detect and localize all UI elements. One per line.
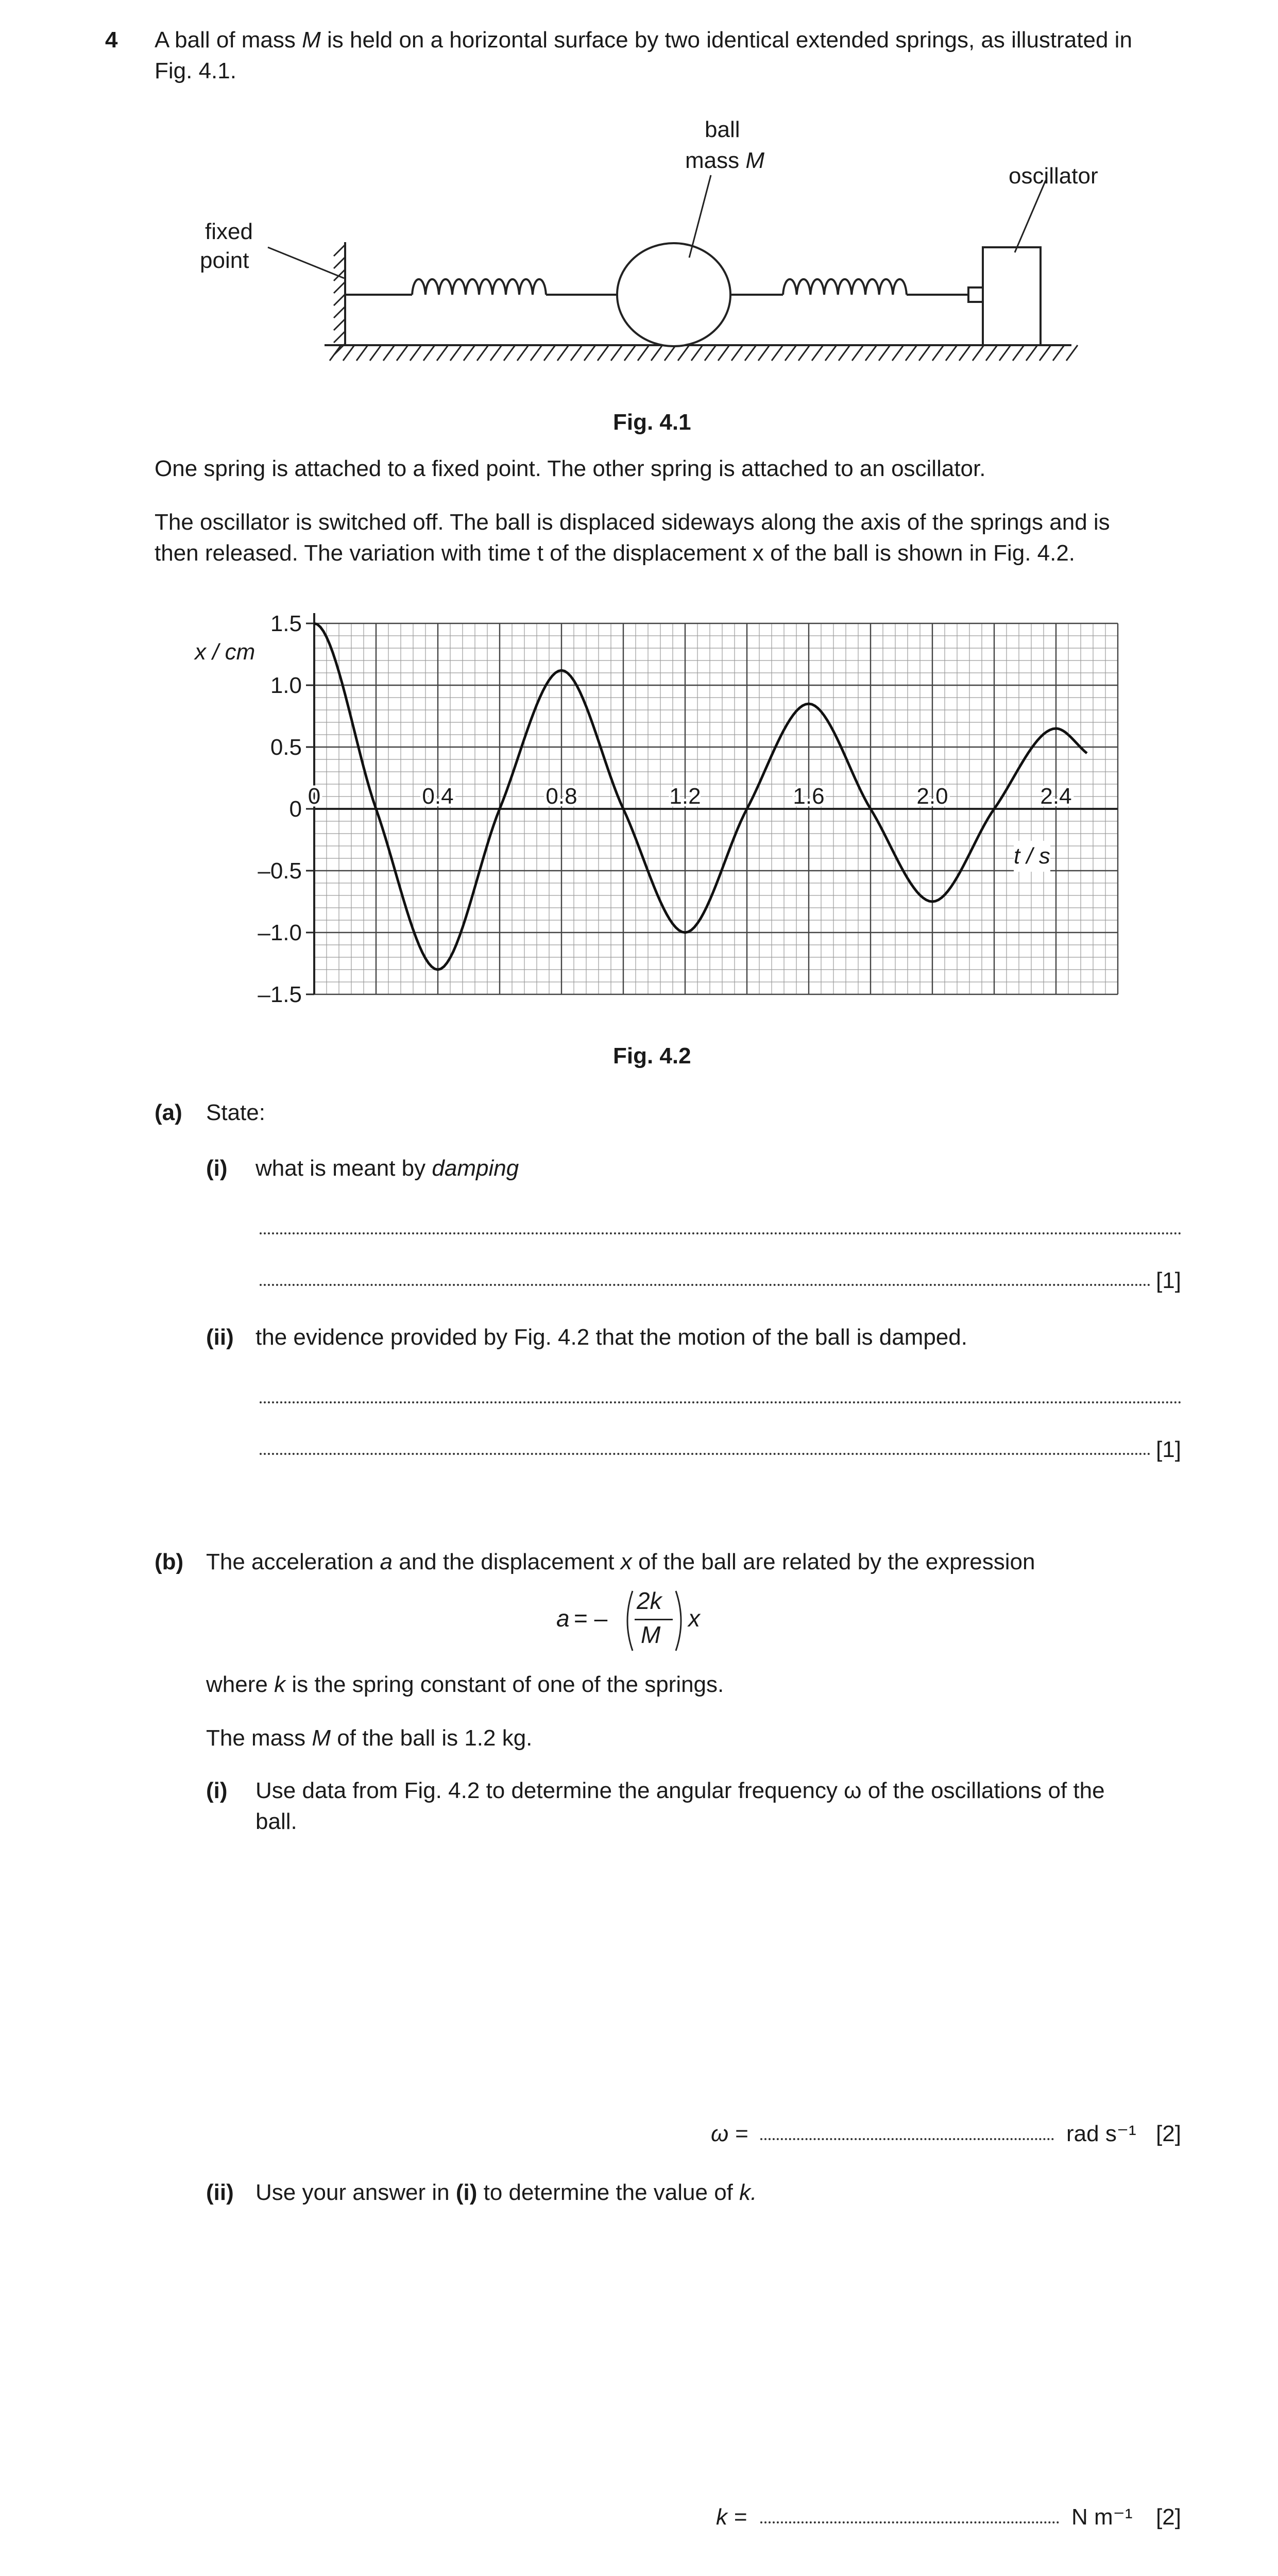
x-tick-label: 1.6 <box>793 784 825 809</box>
ground-hatch-mark <box>839 345 850 361</box>
part-b-ii-c: to determine the value of <box>483 2180 733 2205</box>
y-tick-label: 1.0 <box>270 673 302 698</box>
part-a-prompt: State: <box>206 1100 265 1125</box>
wall-hatching <box>334 245 345 355</box>
x-tick-label: 0.8 <box>546 784 577 809</box>
wall-hatch-mark <box>334 319 345 330</box>
ground-hatch-mark <box>892 345 904 361</box>
paragraph-released-line2: then released. The variation with time t of the displacement x of the ball is shown in Fig. 4.2. <box>155 540 1076 566</box>
fig-4-2-chart <box>196 603 1154 1005</box>
oscillator-box <box>983 247 1041 345</box>
wall-hatch-mark <box>334 331 345 343</box>
ground-hatch-mark <box>490 345 502 361</box>
chart-xlabel: t / s <box>1014 841 1050 872</box>
ground-hatching <box>330 345 1078 361</box>
ground-hatch-mark <box>624 345 636 361</box>
fig-4-1-diagram <box>196 103 1102 392</box>
part-b-var-a: a <box>380 1549 393 1574</box>
omega-unit: rad s⁻¹ <box>1066 2121 1136 2146</box>
ground-hatch-mark <box>705 345 716 361</box>
ground-hatch-mark <box>356 345 368 361</box>
y-tick-label: –1.5 <box>258 982 302 1005</box>
wall-hatch-mark <box>334 282 345 293</box>
ground-hatch-mark <box>678 345 689 361</box>
ground-hatch-mark <box>745 345 756 361</box>
answer-line-a-i-2[interactable] <box>260 1284 1151 1286</box>
mark-a-i: [1] <box>1156 1268 1181 1293</box>
ground-hatch-mark <box>598 345 609 361</box>
ground-hatch-mark <box>1053 345 1064 361</box>
x-tick-label: 0.4 <box>422 784 454 809</box>
eq-numerator: 2k <box>637 1587 662 1614</box>
chart-ylabel: x / cm <box>195 639 255 665</box>
ground-hatch-mark <box>772 345 783 361</box>
part-b-where-a: where <box>206 1672 268 1697</box>
part-b-i-line1: Use data from Fig. 4.2 to determine the angular frequency ω of the oscillations of the <box>255 1778 1105 1803</box>
part-b-where-b: is the spring constant of one of the springs. <box>292 1672 724 1697</box>
wall-hatch-mark <box>334 245 345 256</box>
ground-hatch-mark <box>865 345 877 361</box>
ground-hatch-mark <box>343 345 354 361</box>
part-b-i-line2: ball. <box>255 1809 297 1834</box>
paragraph-springs: One spring is attached to a fixed point. The other spring is attached to an oscillator. <box>155 456 986 481</box>
part-b-where-k: k <box>274 1672 286 1697</box>
eq-equals-minus: = – <box>574 1605 608 1632</box>
ground-hatch-mark <box>1066 345 1078 361</box>
part-b-ii-k: k. <box>739 2180 757 2205</box>
ground-hatch-mark <box>879 345 890 361</box>
label-point: point <box>200 248 249 273</box>
ground-hatch-mark <box>531 345 542 361</box>
ground-hatch-mark <box>691 345 703 361</box>
question-number: 4 <box>105 27 118 53</box>
x-tick-label: 0 <box>308 784 321 809</box>
eq-left-paren <box>622 1589 635 1653</box>
y-tick-label: 1.5 <box>270 611 302 636</box>
right-spring <box>783 279 907 295</box>
part-a-ii-question: the evidence provided by Fig. 4.2 that the motion of the ball is damped. <box>255 1325 967 1350</box>
part-b-ii-question <box>255 2177 757 2208</box>
answer-line-a-i-1[interactable] <box>260 1232 1182 1234</box>
label-fixed: fixed <box>205 219 253 244</box>
part-b-ii-ref: (i) <box>455 2180 478 2205</box>
ground-hatch-mark <box>852 345 863 361</box>
eq-denominator: M <box>641 1621 661 1648</box>
ground-hatch-mark <box>437 345 448 361</box>
part-b-where <box>206 1669 724 1700</box>
ground-hatch-mark <box>370 345 381 361</box>
ground-hatch-mark <box>611 345 622 361</box>
ground-hatch-mark <box>825 345 837 361</box>
part-b-label: (b) <box>155 1549 184 1574</box>
ground-hatch-mark <box>638 345 649 361</box>
fig-4-1-caption: Fig. 4.1 <box>613 410 691 435</box>
answer-line-a-ii-2[interactable] <box>260 1453 1151 1455</box>
ground-hatch-mark <box>973 345 984 361</box>
ground-hatch-mark <box>1013 345 1024 361</box>
eq-fraction-bar <box>635 1619 673 1620</box>
paragraph-released-line1: The oscillator is switched off. The ball is displaced sideways along the axis of the springs and is <box>155 510 1110 535</box>
ground-hatch-mark <box>731 345 743 361</box>
oscillator-connector <box>968 287 983 302</box>
part-b-var-x: x <box>620 1549 632 1574</box>
ground-hatch-mark <box>450 345 462 361</box>
part-b-intro-c: of the ball are related by the expression <box>638 1549 1035 1574</box>
ground-hatch-mark <box>1026 345 1037 361</box>
wall-hatch-mark <box>334 307 345 318</box>
ground-hatch-mark <box>812 345 823 361</box>
part-b-intro <box>206 1547 1035 1578</box>
x-tick-label: 1.2 <box>669 784 701 809</box>
part-a-ii-label: (ii) <box>206 1325 234 1350</box>
ground-hatch-mark <box>557 345 569 361</box>
k-prefix: k = <box>716 2504 747 2530</box>
part-a-i-question <box>255 1153 519 1184</box>
label-oscillator: oscillator <box>1009 163 1098 189</box>
ground-hatch-mark <box>932 345 944 361</box>
ground-hatch-mark <box>464 345 475 361</box>
part-b-mass-M: M <box>312 1725 331 1751</box>
k-answer-line[interactable] <box>760 2521 1059 2523</box>
ground-hatch-mark <box>544 345 555 361</box>
intro-text-a: A ball of mass <box>155 27 296 53</box>
y-tick-label: –0.5 <box>258 858 302 884</box>
label-mass-symbol: M <box>745 148 765 173</box>
eq-a: a <box>556 1605 570 1632</box>
wall-hatch-mark <box>334 257 345 268</box>
ball <box>617 243 730 346</box>
ground-hatch-mark <box>999 345 1011 361</box>
ground-hatch-mark <box>477 345 488 361</box>
fig-4-2-caption: Fig. 4.2 <box>613 1043 691 1069</box>
part-a-i-emphasis: damping <box>432 1156 519 1181</box>
leader-ball <box>689 175 711 258</box>
ground-hatch-mark <box>410 345 421 361</box>
ground-hatch-mark <box>517 345 529 361</box>
y-tick-label: 0 <box>289 796 302 822</box>
omega-prefix: ω = <box>711 2121 748 2146</box>
x-tick-label: 2.0 <box>916 784 948 809</box>
ground-hatch-mark <box>651 345 662 361</box>
intro-text-b: is held on a horizontal surface by two identical extended springs, as illustrated in <box>327 27 1132 53</box>
ground-hatch-mark <box>798 345 810 361</box>
equation <box>556 1587 726 1654</box>
part-b-mass <box>206 1723 532 1754</box>
mark-b-ii: [2] <box>1156 2504 1181 2530</box>
ground-hatch-mark <box>758 345 770 361</box>
part-b-ii-label: (ii) <box>206 2180 234 2205</box>
x-tick-label: 2.4 <box>1040 784 1072 809</box>
part-a-i-label: (i) <box>206 1156 228 1181</box>
part-b-ii-a: Use your answer in <box>255 2180 450 2205</box>
ground-hatch-mark <box>986 345 997 361</box>
ground-hatch-mark <box>504 345 515 361</box>
ground-hatch-mark <box>423 345 435 361</box>
answer-line-a-ii-1[interactable] <box>260 1401 1182 1403</box>
part-a-label: (a) <box>155 1100 182 1125</box>
ground-hatch-mark <box>718 345 729 361</box>
part-b-i-label: (i) <box>206 1778 228 1803</box>
wall-hatch-mark <box>334 294 345 306</box>
ground-hatch-mark <box>946 345 957 361</box>
ground-hatch-mark <box>919 345 930 361</box>
ground-hatch-mark <box>959 345 970 361</box>
question-intro-line1 <box>155 25 1132 56</box>
y-tick-label: –1.0 <box>258 920 302 945</box>
label-mass-m <box>685 145 764 176</box>
part-b-mass-b: of the ball is 1.2 kg. <box>337 1725 533 1751</box>
ground-hatch-mark <box>397 345 408 361</box>
y-tick-label: 0.5 <box>270 735 302 760</box>
ground-hatch-mark <box>1040 345 1051 361</box>
k-unit: N m⁻¹ <box>1071 2504 1133 2530</box>
omega-answer-line[interactable] <box>760 2138 1054 2140</box>
left-spring <box>412 279 546 295</box>
part-a-i-text: what is meant by <box>255 1156 426 1181</box>
ground-hatch-mark <box>906 345 917 361</box>
label-ball: ball <box>705 117 740 142</box>
eq-right-paren <box>674 1589 686 1653</box>
ground-hatch-mark <box>785 345 796 361</box>
part-b-mass-a: The mass <box>206 1725 306 1751</box>
ground-hatch-mark <box>383 345 395 361</box>
question-intro-line2: Fig. 4.1. <box>155 58 236 83</box>
label-mass-word: mass <box>685 148 740 173</box>
eq-x: x <box>688 1605 700 1632</box>
ground-hatch-mark <box>571 345 582 361</box>
intro-mass-symbol: M <box>302 27 321 53</box>
ground-hatch-mark <box>664 345 676 361</box>
mark-b-i: [2] <box>1156 2121 1181 2146</box>
mark-a-ii: [1] <box>1156 1437 1181 1462</box>
ground-hatch-mark <box>584 345 595 361</box>
part-b-intro-a: The acceleration <box>206 1549 374 1574</box>
leader-fixed <box>268 247 344 278</box>
part-b-intro-b: and the displacement <box>399 1549 615 1574</box>
